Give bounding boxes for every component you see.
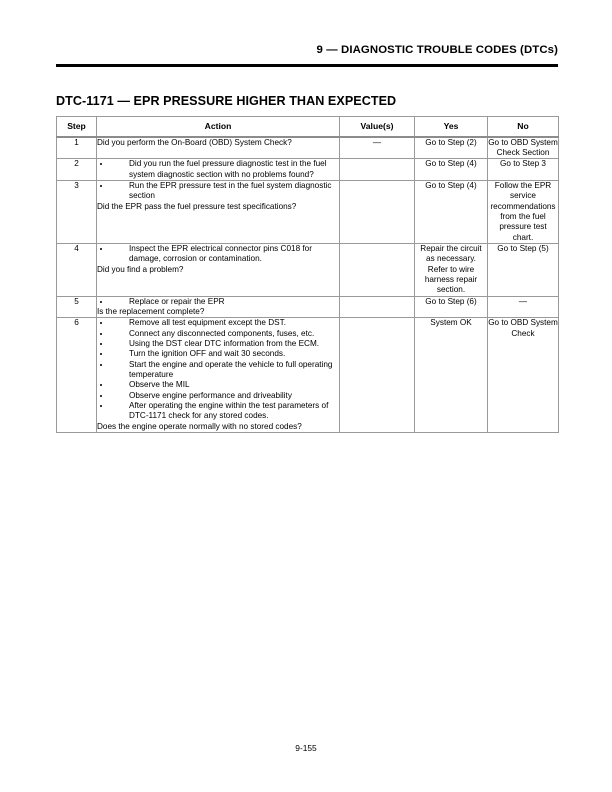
- action-bullet-list: [97, 318, 339, 421]
- table-row: [57, 296, 559, 318]
- action-bullet-item: Using the DST clear DTC information from the ECM.: [97, 339, 339, 349]
- cell-no: Follow the EPR service recommendations from the fuel pressure test chart.: [488, 181, 559, 244]
- cell-yes: System OK: [415, 318, 488, 433]
- cell-action: [97, 244, 340, 297]
- action-question: Does the engine operate normally with no stored codes?: [97, 421, 302, 431]
- table-row: [57, 159, 559, 181]
- cell-no: Go to Step (5): [488, 244, 559, 297]
- cell-no: Go to Step 3: [488, 159, 559, 181]
- column-header-yes: Yes: [415, 117, 488, 137]
- table-row: [57, 181, 559, 244]
- cell-step: 2: [57, 159, 97, 181]
- cell-yes: Go to Step (6): [415, 296, 488, 318]
- action-question: Did you find a problem?: [97, 264, 184, 274]
- cell-step: 5: [57, 296, 97, 318]
- cell-action: [97, 181, 340, 244]
- action-bullet-item: Remove all test equipment except the DST.: [97, 318, 339, 328]
- column-header-value: Value(s): [340, 117, 415, 137]
- cell-step: 1: [57, 137, 97, 159]
- page-title: DTC-1171 — EPR PRESSURE HIGHER THAN EXPECTED: [56, 94, 397, 109]
- column-header-step: Step: [57, 117, 97, 137]
- action-bullet-item: Inspect the EPR electrical connector pins C018 for damage, corrosion or contamination.: [97, 244, 339, 265]
- action-bullet-item: Did you run the fuel pressure diagnostic test in the fuel system diagnostic section with no problems found?: [97, 159, 339, 180]
- action-bullet-item: Connect any disconnected components, fuses, etc.: [97, 329, 339, 339]
- cell-yes: Go to Step (2): [415, 137, 488, 159]
- cell-step: 3: [57, 181, 97, 244]
- action-bullet-item: Observe engine performance and driveability: [97, 391, 339, 401]
- column-header-action: Action: [97, 117, 340, 137]
- cell-yes: Repair the circuit as necessary. Refer to wire harness repair section.: [415, 244, 488, 297]
- cell-step: 6: [57, 318, 97, 433]
- table-body: [57, 137, 559, 433]
- action-bullet-item: After operating the engine within the test parameters of DTC-1171 check for any stored codes.: [97, 401, 339, 422]
- table-row: [57, 244, 559, 297]
- action-bullet-item: Replace or repair the EPR: [97, 297, 339, 307]
- action-question: Did the EPR pass the fuel pressure test specifications?: [97, 201, 297, 211]
- action-bullet-list: [97, 297, 339, 307]
- cell-value: [340, 296, 415, 318]
- cell-yes: Go to Step (4): [415, 181, 488, 244]
- diagnostic-table-wrapper: [56, 116, 558, 433]
- cell-value: [340, 244, 415, 297]
- action-bullet-item: Turn the ignition OFF and wait 30 seconds.: [97, 349, 339, 359]
- table-row: [57, 137, 559, 159]
- action-question: Did you perform the On-Board (OBD) System Check?: [97, 137, 292, 147]
- cell-value: [340, 181, 415, 244]
- column-header-no: No: [488, 117, 559, 137]
- cell-action: [97, 159, 340, 181]
- action-question: Is the replacement complete?: [97, 307, 205, 317]
- cell-value: [340, 159, 415, 181]
- cell-value: [340, 318, 415, 433]
- action-bullet-list: [97, 244, 339, 265]
- table-row: [57, 318, 559, 433]
- action-bullet-list: [97, 159, 339, 180]
- cell-value: —: [340, 137, 415, 159]
- action-bullet-item: Run the EPR pressure test in the fuel system diagnostic section: [97, 181, 339, 202]
- action-bullet-item: Start the engine and operate the vehicle to full operating temperature: [97, 360, 339, 381]
- table-header-row: [57, 117, 559, 137]
- action-bullet-list: [97, 181, 339, 202]
- cell-no: Go to OBD System Check Section: [488, 137, 558, 158]
- diagnostic-table: [56, 116, 559, 433]
- cell-no: —: [488, 296, 559, 318]
- cell-action: [97, 318, 340, 433]
- page-footer-number: 9-155: [295, 743, 317, 753]
- cell-yes: Go to Step (4): [415, 159, 488, 181]
- cell-no: Go to OBD System Check: [488, 318, 559, 433]
- table-header: [57, 117, 559, 137]
- header-rule: [56, 64, 558, 67]
- cell-step: 4: [57, 244, 97, 297]
- cell-action: [97, 137, 340, 159]
- cell-action: [97, 296, 340, 318]
- action-bullet-item: Observe the MIL: [97, 380, 339, 390]
- running-head: 9 — DIAGNOSTIC TROUBLE CODES (DTCs): [316, 44, 558, 56]
